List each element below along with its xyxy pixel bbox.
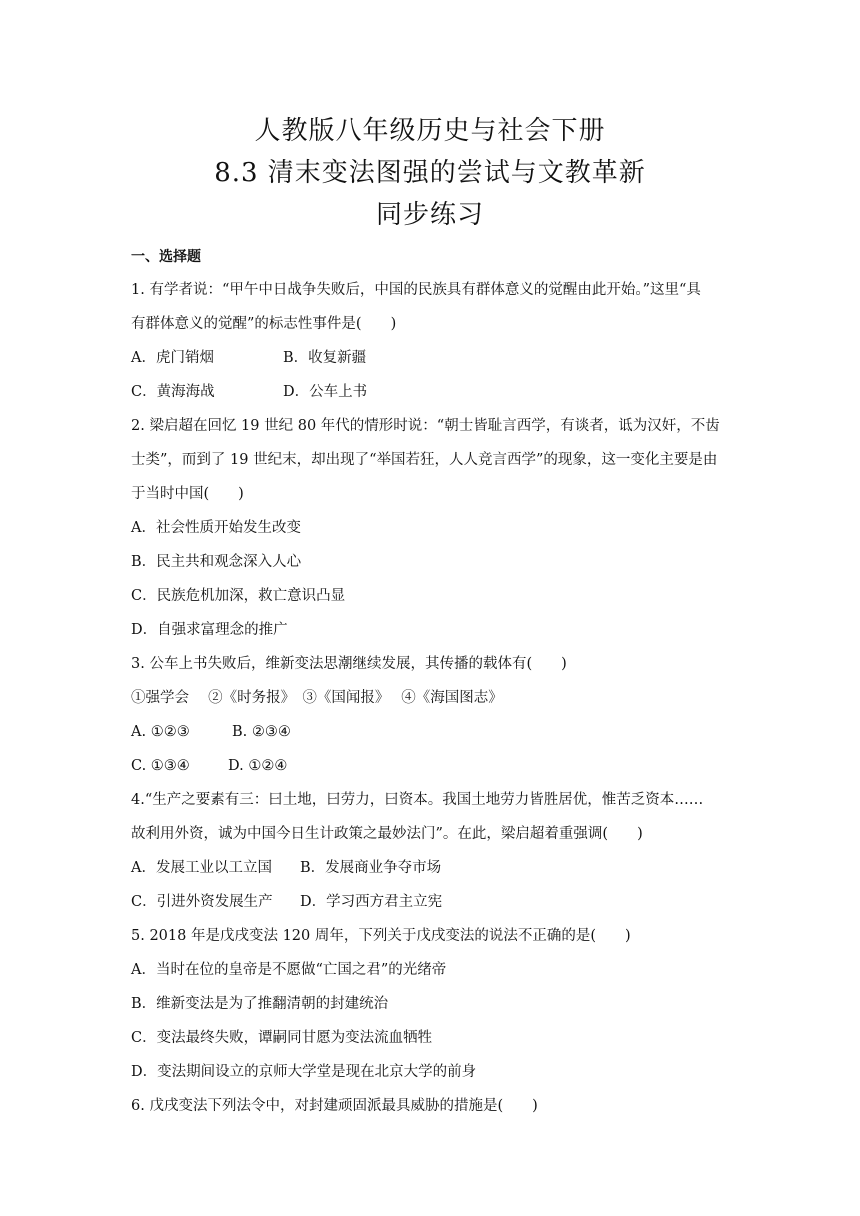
q4-option-c: C．引进外资发展生产	[131, 894, 273, 910]
q2-option-a: A．社会性质开始发生改变	[131, 520, 301, 536]
section-heading: 一、选择题	[131, 249, 201, 265]
q4-stem-line1: 4.“生产之要素有三：曰土地，曰劳力，曰资本。我国土地劳力皆胜居优，惟苦乏资本……	[131, 792, 704, 808]
doc-title-line3: 同步练习	[375, 200, 484, 230]
q5-option-d: D．变法期间设立的京师大学堂是现在北京大学的前身	[131, 1064, 477, 1080]
q3-stem-line1: 3. 公车上书失败后，维新变法思潮继续发展，其传播的载体有( )	[131, 656, 567, 672]
q2-option-b: B．民主共和观念深入人心	[131, 554, 302, 570]
q4-option-d: D．学习西方君主立宪	[300, 894, 443, 910]
q3-option-b: B. ②③④	[232, 724, 291, 740]
q3-items: ①强学会 ②《时务报》 ③《国闻报》 ④《海国图志》	[131, 690, 503, 706]
q6-stem-line1: 6. 戊戌变法下列法令中，对封建顽固派最具威胁的措施是( )	[131, 1098, 538, 1114]
q2-stem-line2: 士类”，而到了 19 世纪末，却出现了“举国若狂，人人竞言西学”的现象，这一变化主要是由	[131, 452, 718, 468]
q4-option-a: A．发展工业以工立国	[131, 860, 272, 876]
q1-option-a: A．虎门销烟	[131, 350, 214, 366]
q5-stem-line1: 5. 2018 年是戊戌变法 120 周年，下列关于戊戌变法的说法不正确的是( )	[131, 928, 631, 944]
q2-option-d: D．自强求富理念的推广	[131, 622, 288, 638]
q2-option-c: C．民族危机加深，救亡意识凸显	[131, 588, 346, 604]
q4-option-b: B．发展商业争夺市场	[300, 860, 442, 876]
doc-title-line1: 人教版八年级历史与社会下册	[254, 116, 606, 146]
q3-option-a: A. ①②③	[131, 724, 190, 740]
q1-option-c: C．黄海海战	[131, 384, 215, 400]
doc-title-line2: 8.3 清末变法图强的尝试与文教革新	[214, 158, 646, 188]
q5-option-a: A．当时在位的皇帝是不愿做“亡国之君”的光绪帝	[131, 962, 447, 978]
q1-stem-line2: 有群体意义的觉醒”的标志性事件是( )	[131, 316, 397, 332]
q4-stem-line2: 故利用外资，诚为中国今日生计政策之最妙法门”。在此，梁启超着重强调( )	[131, 826, 643, 842]
q5-option-b: B．维新变法是为了推翻清朝的封建统治	[131, 996, 389, 1012]
q3-option-c: C. ①③④	[131, 758, 190, 774]
q5-option-c: C．变法最终失败，谭嗣同甘愿为变法流血牺牲	[131, 1030, 433, 1046]
q3-option-d: D. ①②④	[228, 758, 288, 774]
q1-option-d: D．公车上书	[283, 384, 368, 400]
q1-option-b: B．收复新疆	[283, 350, 367, 366]
q2-stem-line3: 于当时中国( )	[131, 486, 244, 502]
q2-stem-line1: 2. 梁启超在回忆 19 世纪 80 年代的情形时说：“朝士皆耻言西学，有谈者，诋为汉奸，不齿	[131, 418, 720, 434]
q1-stem-line1: 1. 有学者说：“甲午中日战争失败后，中国的民族具有群体意义的觉醒由此开始。”这里“具	[131, 282, 701, 298]
